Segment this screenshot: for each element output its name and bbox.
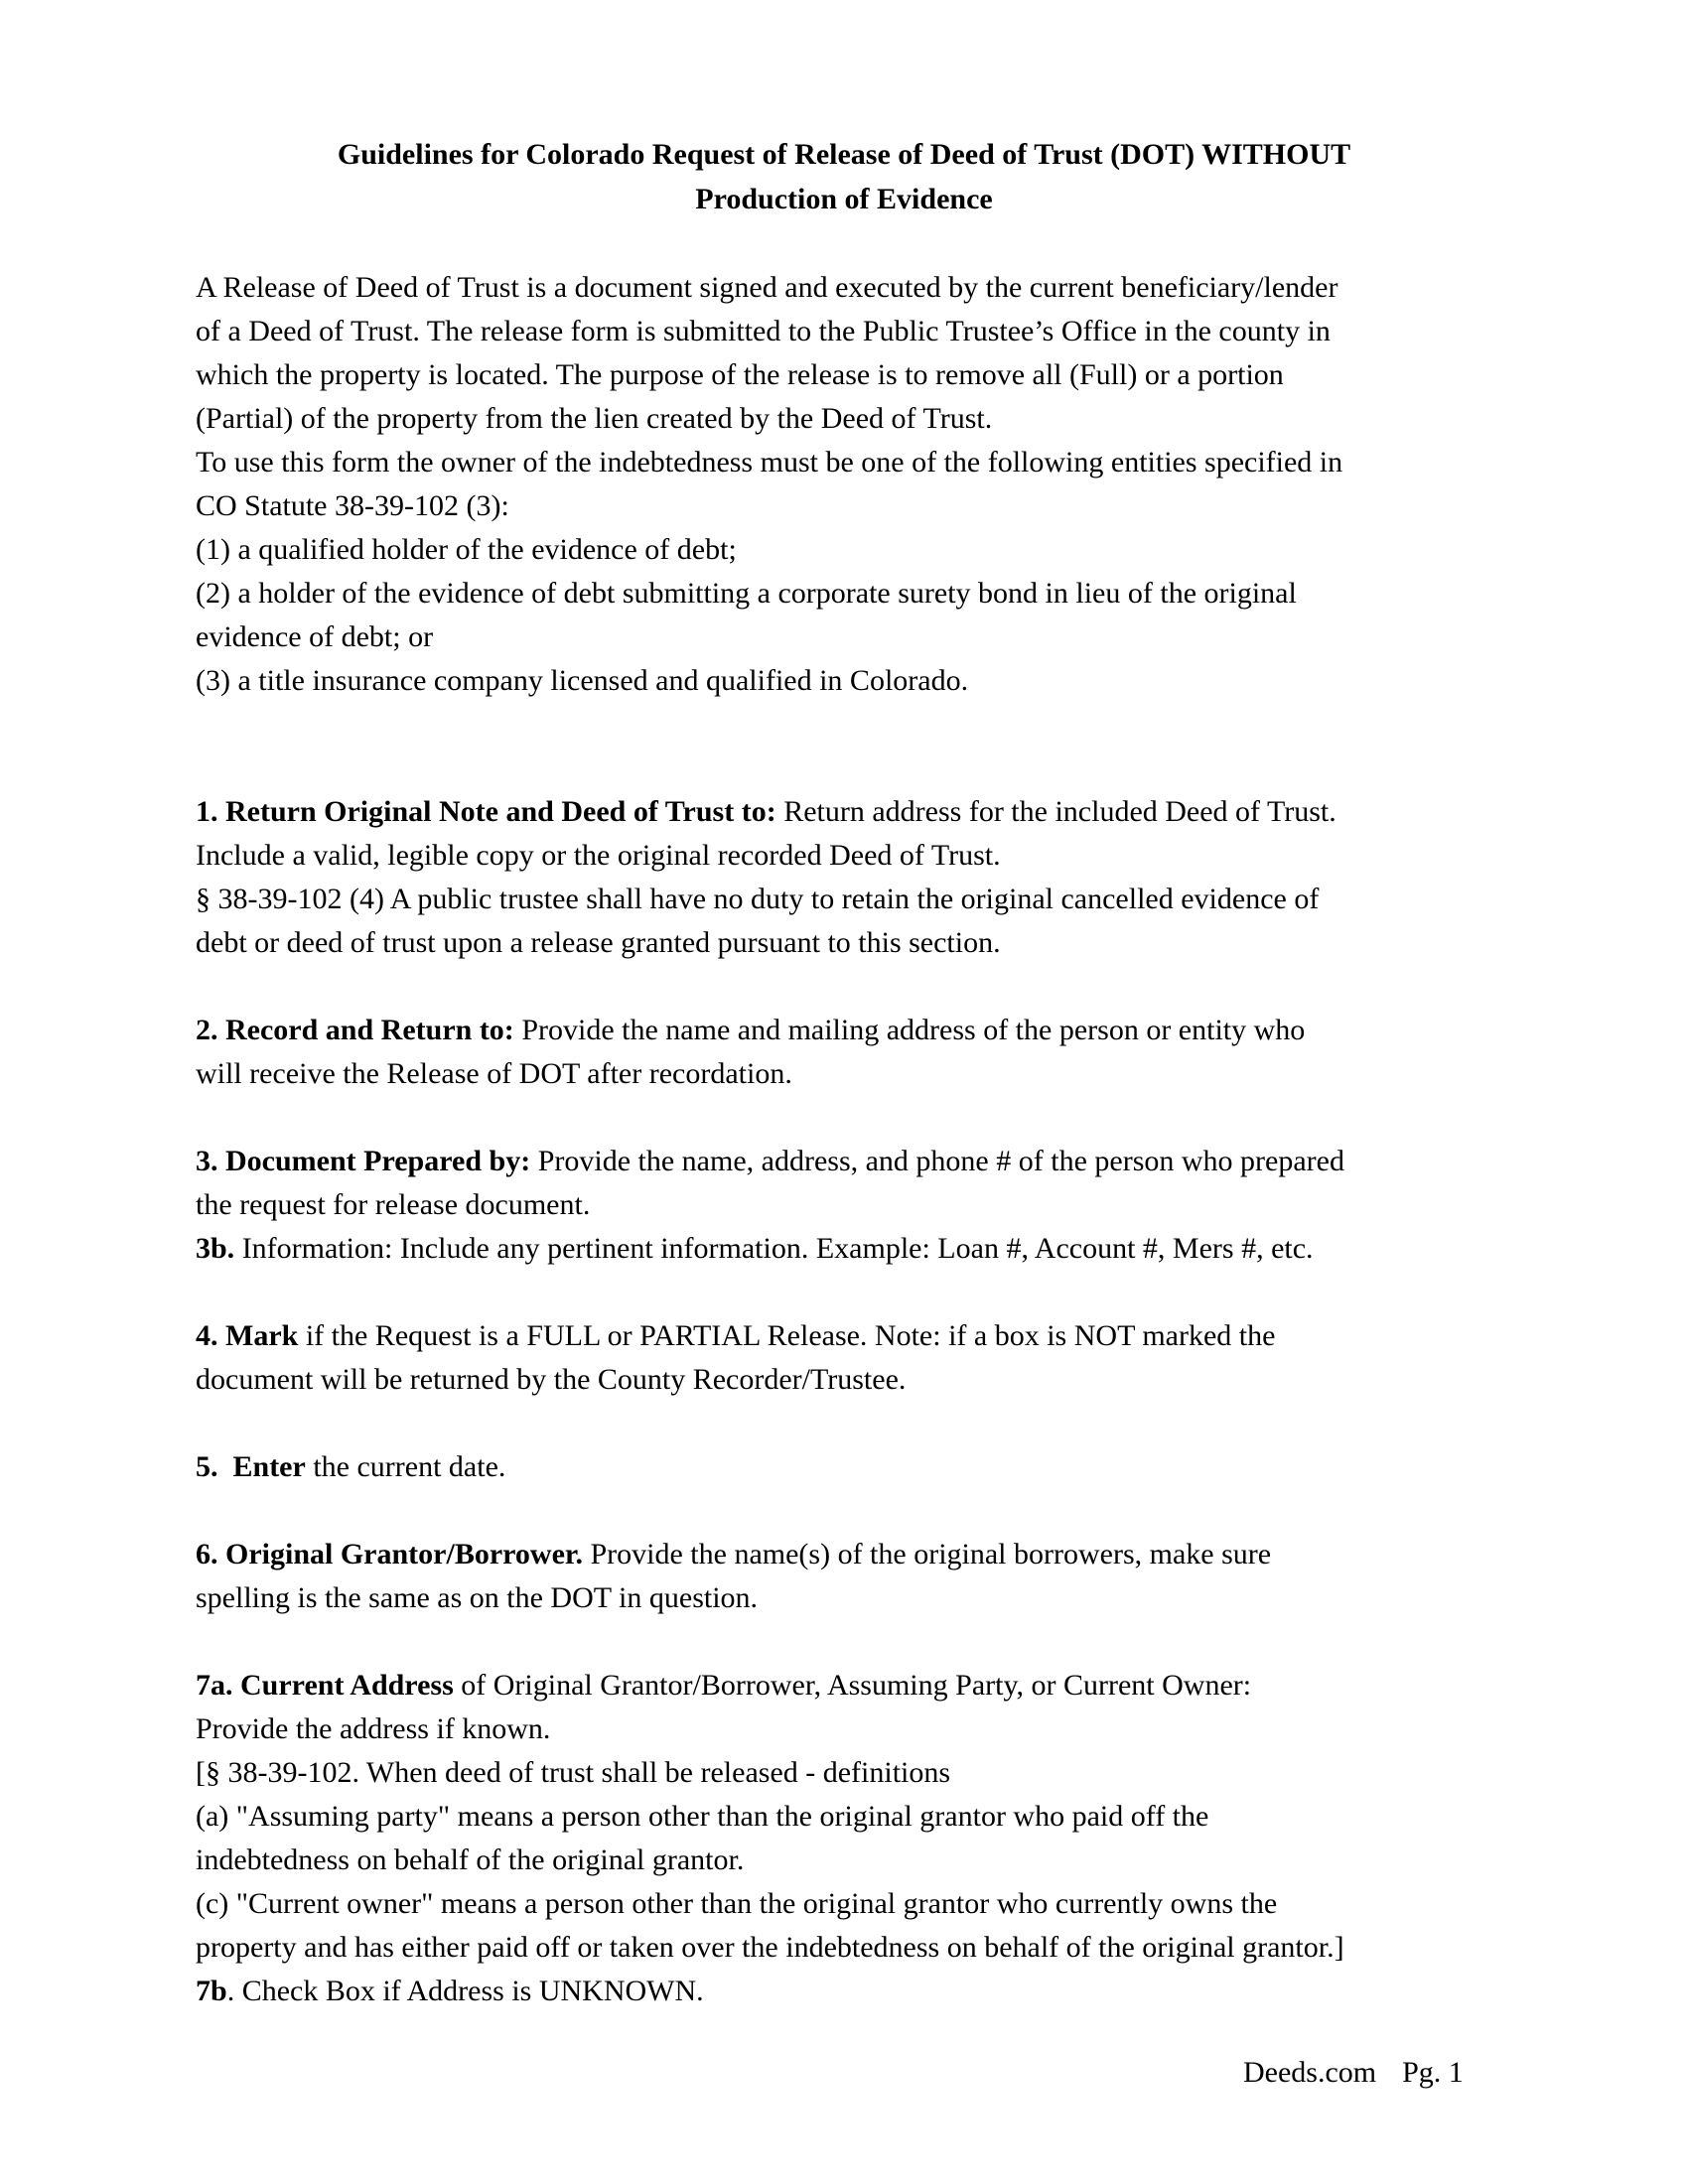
- item-7b: [196, 1970, 1516, 2013]
- item-label: 5. Enter: [196, 1450, 306, 1483]
- item-3: [196, 1140, 1516, 1271]
- item-text: Provide the name, address, and phone # of the person who prepared: [530, 1145, 1344, 1177]
- title-line-1: Guidelines for Colorado Request of Release of Deed of Trust (DOT) WITHOUT: [337, 138, 1351, 171]
- item-label: 7b: [196, 1975, 227, 2007]
- item-5: [196, 1445, 1516, 1489]
- item-line: [§ 38-39-102. When deed of trust shall be released - definitions: [196, 1756, 951, 1789]
- item-line: spelling is the same as on the DOT in question.: [196, 1581, 759, 1614]
- item-text: of Original Grantor/Borrower, Assuming Party, or Current Owner:: [453, 1669, 1252, 1702]
- page-footer: [1243, 2053, 1464, 2093]
- intro-line: which the property is located. The purpose of the release is to remove all (Full) or a portion: [196, 358, 1284, 391]
- item-label: 7a. Current Address: [196, 1669, 454, 1702]
- document-body: [196, 266, 1516, 2013]
- item-text: Provide the name and mailing address of the person or entity who: [513, 1014, 1306, 1046]
- item-2: [196, 1009, 1516, 1096]
- item-6: [196, 1533, 1516, 1620]
- intro-line: of a Deed of Trust. The release form is submitted to the Public Trustee’s Office in the county in: [196, 315, 1331, 347]
- intro-line: CO Statute 38-39-102 (3):: [196, 489, 509, 522]
- page-number: Pg. 1: [1402, 2056, 1464, 2089]
- intro-line: (1) a qualified holder of the evidence of debt;: [196, 533, 737, 566]
- item-3b: [196, 1227, 1516, 1271]
- item-line: the request for release document.: [196, 1188, 591, 1221]
- item-label: 6. Original Grantor/Borrower.: [196, 1538, 583, 1570]
- item-line: Provide the address if known.: [196, 1712, 551, 1745]
- intro-line: To use this form the owner of the indebtedness must be one of the following entities specified in: [196, 446, 1343, 478]
- intro-line: evidence of debt; or: [196, 620, 434, 653]
- item-line: debt or deed of trust upon a release granted pursuant to this section.: [196, 926, 1001, 959]
- item-text: the current date.: [305, 1450, 506, 1483]
- item-line: property and has either paid off or taken over the indebtedness on behalf of the original grantor.]: [196, 1931, 1344, 1964]
- item-label: 4. Mark: [196, 1319, 299, 1352]
- item-label: 2. Record and Return to:: [196, 1014, 514, 1046]
- item-label: 1. Return Original Note and Deed of Trust to:: [196, 795, 776, 828]
- intro-line: (3) a title insurance company licensed and qualified in Colorado.: [196, 664, 969, 697]
- item-line: (c) "Current owner" means a person other than the original grantor who currently owns the: [196, 1887, 1278, 1920]
- item-line: document will be returned by the County Recorder/Trustee.: [196, 1363, 907, 1396]
- item-text: Provide the name(s) of the original borrowers, make sure: [582, 1538, 1272, 1570]
- intro-paragraph: [196, 266, 1516, 703]
- title-line-2: Production of Evidence: [695, 183, 993, 215]
- item-text: Information: Include any pertinent information. Example: Loan #, Account #, Mers #, etc.: [234, 1232, 1314, 1265]
- item-line: (a) "Assuming party" means a person other than the original grantor who paid off the: [196, 1800, 1209, 1833]
- item-label: 3b.: [196, 1232, 235, 1265]
- item-line: will receive the Release of DOT after recordation.: [196, 1057, 792, 1090]
- item-7a: [196, 1664, 1516, 2013]
- item-text: Return address for the included Deed of Trust.: [775, 795, 1336, 828]
- item-1: [196, 790, 1516, 965]
- item-line: indebtedness on behalf of the original grantor.: [196, 1843, 745, 1876]
- item-4: [196, 1314, 1516, 1402]
- item-text: if the Request is a FULL or PARTIAL Release. Note: if a box is NOT marked the: [298, 1319, 1276, 1352]
- item-text: . Check Box if Address is UNKNOWN.: [226, 1975, 704, 2007]
- document-title: [199, 132, 1489, 221]
- intro-line: (2) a holder of the evidence of debt submitting a corporate surety bond in lieu of the original: [196, 577, 1297, 610]
- item-line: § 38-39-102 (4) A public trustee shall have no duty to retain the original cancelled evidence of: [196, 883, 1320, 915]
- intro-line: (Partial) of the property from the lien created by the Deed of Trust.: [196, 402, 993, 435]
- item-line: Include a valid, legible copy or the original recorded Deed of Trust.: [196, 839, 1001, 872]
- footer-site: Deeds.com: [1243, 2056, 1377, 2089]
- item-label: 3. Document Prepared by:: [196, 1145, 531, 1177]
- intro-line: A Release of Deed of Trust is a document signed and executed by the current beneficiary/lender: [196, 271, 1338, 304]
